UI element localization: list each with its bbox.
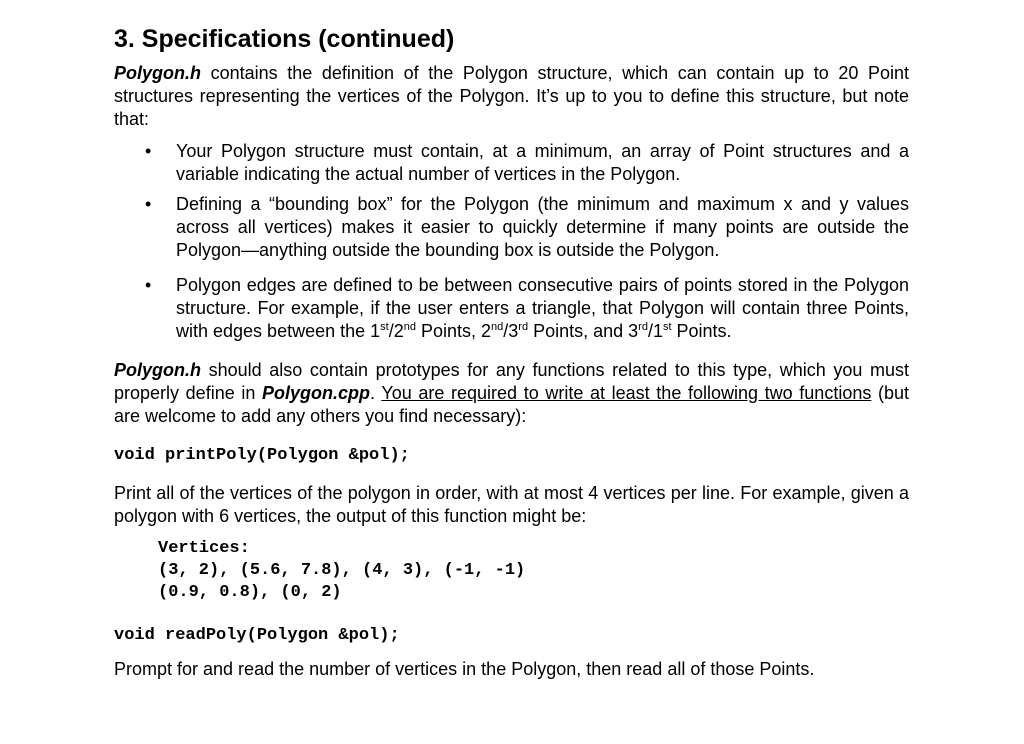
paragraph-text: . — [370, 383, 382, 403]
paragraph-text: should also contain prototypes for any functions related to this type, which you must properly define in — [114, 360, 909, 403]
section-heading: 3. Specifications (continued) — [114, 25, 455, 53]
list-item-text: /3 — [503, 321, 519, 341]
intro-text: contains the definition of the Polygon structure, which can contain up to 20 Point structures representing the vertices of the Polygon. It’s up to you to define this structure, but note that: — [114, 63, 909, 129]
requirement-underlined: You are required to write at least the following two functions — [381, 383, 872, 403]
output-line: (3, 2), (5.6, 7.8), (4, 3), (-1, -1) — [158, 561, 526, 580]
list-item: • Defining a “bounding box” for the Polygon (the minimum and maximum x and y values across all vertices) makes it easier to quickly determine if many points are outside the Polygon—anything outside the bounding box is outside the Polygon. — [176, 193, 909, 262]
readpoly-signature: void readPoly(Polygon &pol); — [114, 626, 400, 645]
ordinal-suffix: nd — [491, 321, 504, 333]
output-line: (0.9, 0.8), (0, 2) — [158, 583, 342, 602]
list-item: • Your Polygon structure must contain, at a minimum, an array of Point structures and a variable indicating the actual number of vertices in the Polygon. — [176, 140, 909, 186]
readpoly-description: Prompt for and read the number of vertices in the Polygon, then read all of those Points. — [114, 659, 815, 679]
document-page — [114, 24, 909, 681]
ordinal-suffix: rd — [638, 321, 648, 333]
file-name-polygon-h: Polygon.h — [114, 63, 201, 83]
functions-paragraph — [114, 359, 909, 428]
sample-output — [114, 538, 909, 604]
ordinal-suffix: st — [662, 321, 672, 333]
ordinal-suffix: nd — [403, 321, 416, 333]
list-item — [176, 274, 909, 343]
list-item-text: Points. — [671, 321, 732, 341]
file-name-polygon-h: Polygon.h — [114, 360, 201, 380]
printpoly-signature: void printPoly(Polygon &pol); — [114, 446, 410, 465]
list-item-text: Points, 2 — [415, 321, 492, 341]
list-item-text: /2 — [388, 321, 404, 341]
output-line: Vertices: — [158, 539, 250, 558]
file-name-polygon-cpp: Polygon.cpp — [262, 383, 371, 403]
intro-paragraph — [114, 62, 909, 131]
list-item-text: Points, and 3 — [528, 321, 639, 341]
list-item-text: Polygon edges are defined to be between consecutive pairs of points stored in the Polygon structure. For example, if the user enters a triangle, that Polygon will contain three Points, with edges between the 1 — [176, 275, 909, 341]
ordinal-suffix: rd — [518, 321, 529, 333]
ordinal-suffix: st — [380, 321, 389, 333]
list-item-text: /1 — [647, 321, 663, 341]
paragraph-text: (but are welcome to add any others you find necessary): — [114, 383, 909, 426]
printpoly-description: Print all of the vertices of the polygon in order, with at most 4 vertices per line. For example, given a polygon with 6 vertices, the output of this function might be: — [114, 483, 909, 526]
notes-list — [114, 140, 909, 343]
